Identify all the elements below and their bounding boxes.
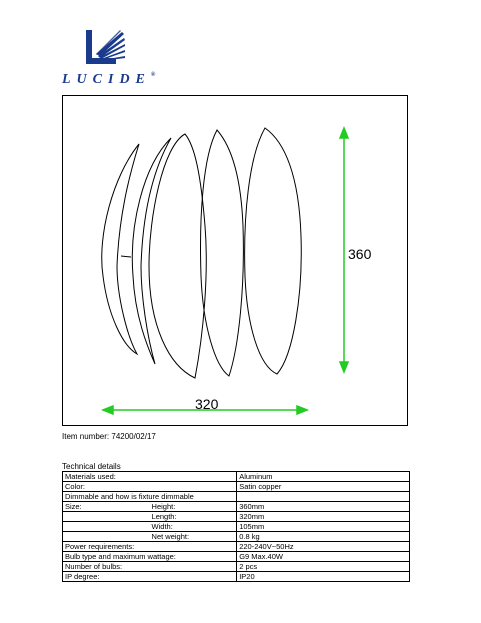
spec-value: IP20 (237, 572, 410, 582)
product-drawing (62, 95, 408, 426)
table-row (63, 552, 410, 562)
shade-arc-2 (132, 138, 171, 364)
table-row (63, 522, 410, 532)
table-row (63, 472, 410, 482)
spec-sublabel: Length: (150, 512, 237, 522)
spec-value: 0.8 kg (237, 532, 410, 542)
table-row (63, 542, 410, 552)
spec-label: Power requirements: (63, 542, 237, 552)
spec-label (63, 512, 150, 522)
table-row (63, 572, 410, 582)
table-row (63, 512, 410, 522)
shade-leaf-3 (149, 134, 206, 378)
spec-value: Aluminum (237, 472, 410, 482)
lucide-logo (62, 28, 156, 90)
spec-label: Size: (63, 502, 150, 512)
brand-wordmark: LUCIDE® (62, 72, 156, 87)
spec-value: G9 Max.40W (237, 552, 410, 562)
spec-sublabel: Width: (150, 522, 237, 532)
spec-label: Color: (63, 482, 237, 492)
spec-value: 320mm (237, 512, 410, 522)
spec-label (63, 522, 150, 532)
spec-label: IP degree: (63, 572, 237, 582)
spec-label: Number of bulbs: (63, 562, 237, 572)
table-row (63, 532, 410, 542)
spec-value: 360mm (237, 502, 410, 512)
spec-sublabel: Height: (150, 502, 237, 512)
height-dimension-label: 360 (348, 246, 372, 262)
item-number-label: Item number: (62, 432, 110, 441)
shade-arc-1 (102, 144, 139, 354)
spec-value: 220-240V~50Hz (237, 542, 410, 552)
spec-label: Materials used: (63, 472, 237, 482)
table-row (63, 502, 410, 512)
shade-leaf-4 (201, 130, 244, 376)
table-row (63, 562, 410, 572)
spec-label (63, 532, 150, 542)
shade-leaf-5 (245, 128, 302, 374)
spec-label: Bulb type and maximum wattage: (63, 552, 237, 562)
technical-details-table (62, 471, 410, 582)
technical-details-title: Technical details (62, 462, 121, 471)
spec-value: Satin copper (237, 482, 410, 492)
spec-value (237, 492, 410, 502)
spec-sublabel: Net weight: (150, 532, 237, 542)
spec-value: 2 pcs (237, 562, 410, 572)
item-number-value: 74200/02/17 (111, 432, 156, 441)
spec-label: Dimmable and how is fixture dimmable (63, 492, 237, 502)
spec-value: 105mm (237, 522, 410, 532)
table-row (63, 482, 410, 492)
width-dimension-label: 320 (195, 396, 219, 412)
item-number-line (62, 432, 156, 441)
table-row (63, 492, 410, 502)
lucide-logo-mark (82, 28, 126, 68)
